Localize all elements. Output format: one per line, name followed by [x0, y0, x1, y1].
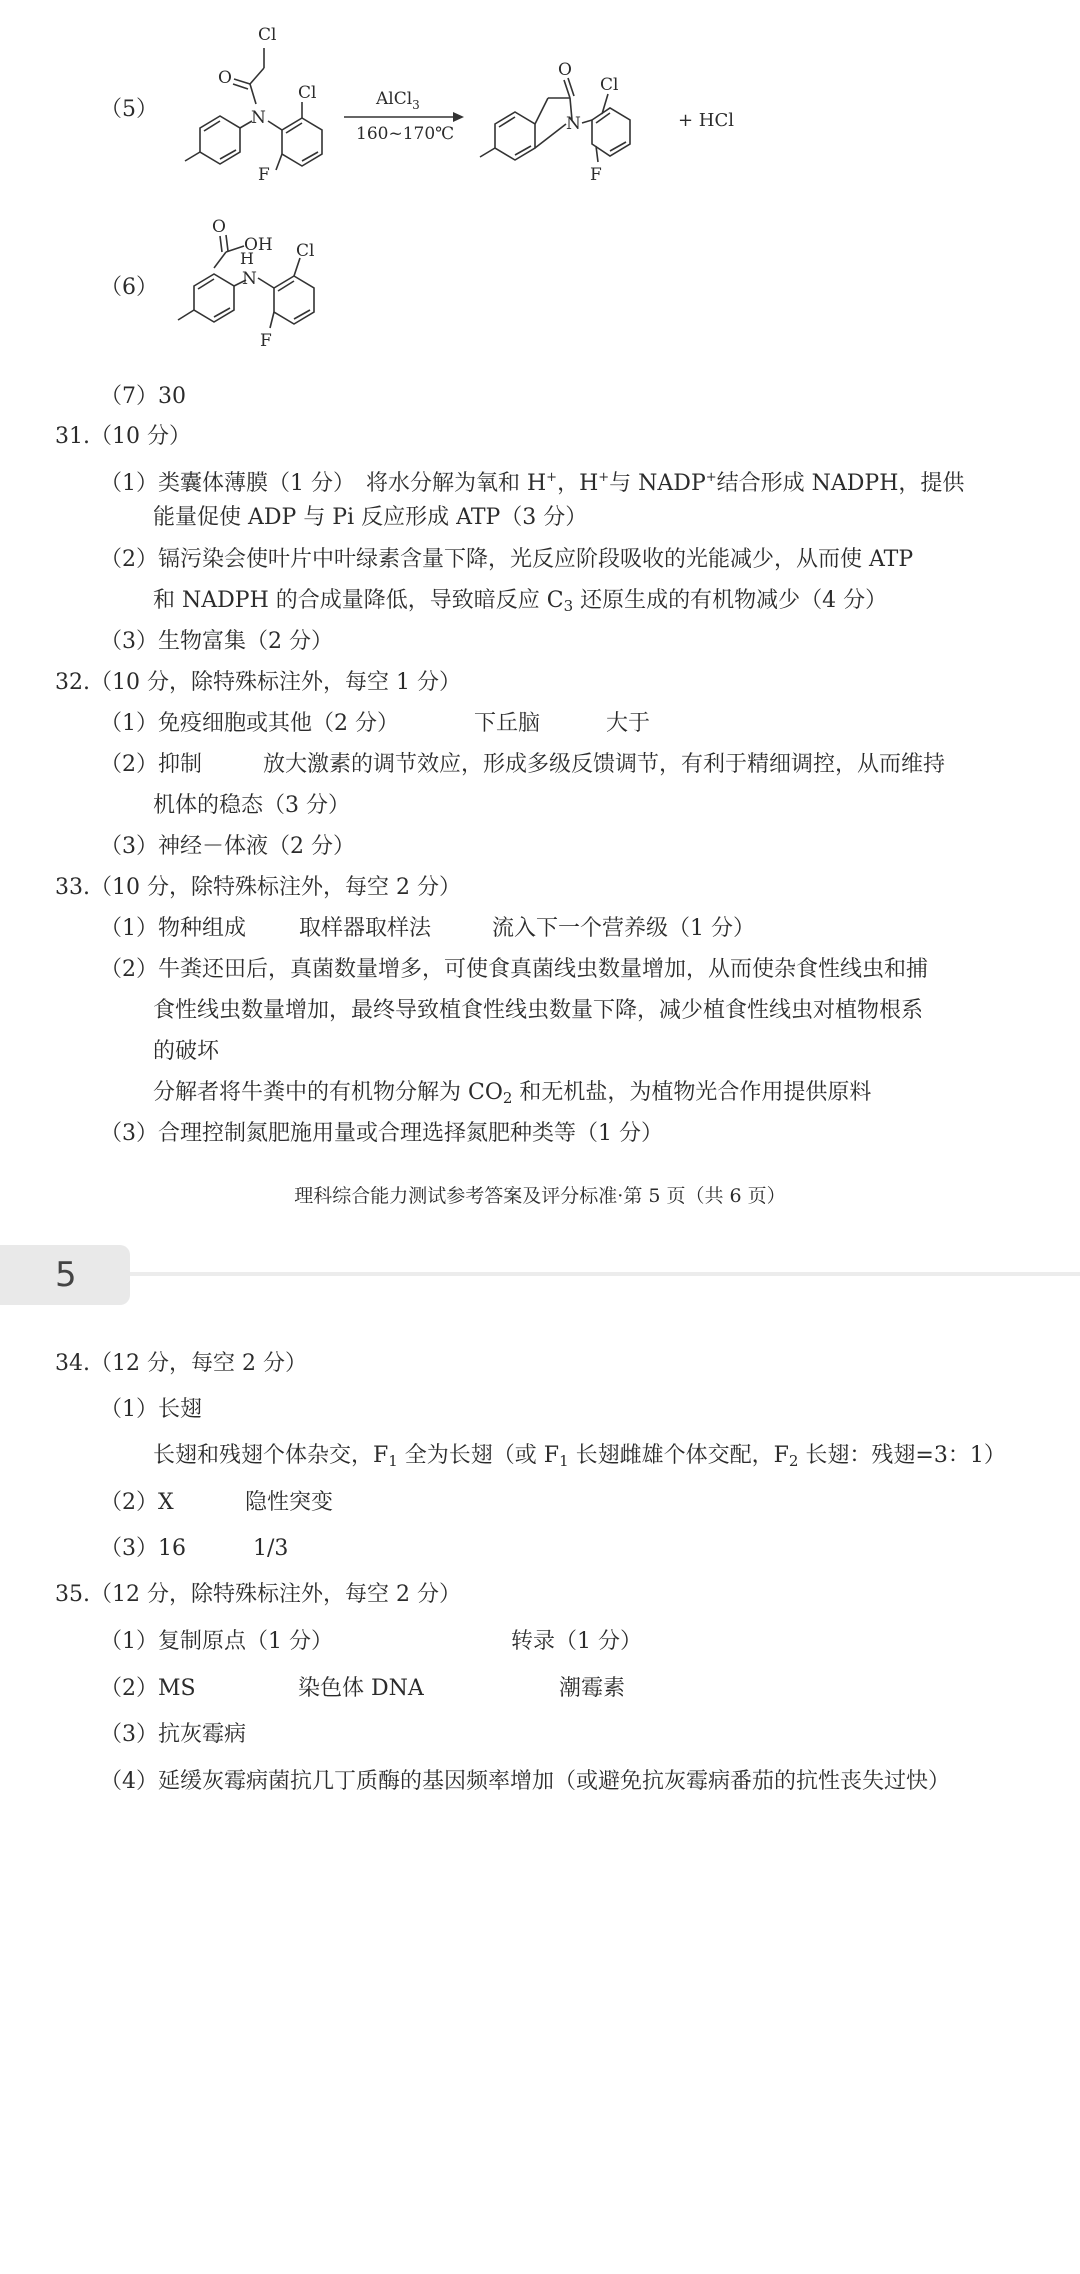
q35-answer-1a: （1）复制原点（1 分）: [100, 1629, 333, 1654]
q35-answer-2a: （2）MS: [100, 1676, 196, 1701]
q33-heading: 33.（10 分，除特殊标注外，每空 2 分）: [55, 875, 461, 900]
svg-text:N: N: [242, 269, 257, 289]
q34-answer-3b: 1/3: [253, 1536, 289, 1561]
svg-text:Cl: Cl: [258, 25, 277, 45]
q30-part5-number: （5）: [100, 97, 158, 122]
q34-answer-1: （1）长翅: [100, 1397, 202, 1422]
q32-answer-2-cont: 机体的稳态（3 分）: [153, 793, 350, 818]
q34-answer-2a: （2）X: [100, 1490, 174, 1515]
q35-heading: 35.（12 分，除特殊标注外，每空 2 分）: [55, 1582, 461, 1607]
q31-answer-3: （3）生物富集（2 分）: [100, 629, 333, 654]
q31-heading: 31.（10 分）: [55, 424, 191, 449]
svg-text:AlCl3: AlCl$_3$: [376, 89, 420, 112]
svg-text:N: N: [251, 108, 266, 128]
q34-heading: 34.（12 分，每空 2 分）: [55, 1351, 307, 1376]
page-divider: [130, 1272, 1080, 1276]
q35-answer-2c: 潮霉素: [559, 1676, 626, 1701]
svg-text:F: F: [260, 331, 272, 351]
q32-answer-1a: （1）免疫细胞或其他（2 分）: [100, 711, 399, 736]
q32-heading: 32.（10 分，除特殊标注外，每空 1 分）: [55, 670, 461, 695]
reaction-scheme: [140, 20, 780, 190]
q32-answer-1b: 下丘脑: [474, 711, 541, 736]
q31-answer-1-cont: 能量促使 ADP 与 Pi 反应形成 ATP（3 分）: [153, 505, 588, 530]
product-structure: [480, 60, 734, 185]
q35-answer-2b: 染色体 DNA: [298, 1676, 424, 1701]
q31-answer-2-cont: 和 NADPH 的合成量降低，导致暗反应 $C_3$ 还原生成的有机物减少（4 分）: [153, 588, 888, 615]
svg-text:+ HCl: + HCl: [678, 110, 735, 131]
q35-answer-3: （3）抗灰霉病: [100, 1722, 246, 1747]
svg-text:Cl: Cl: [600, 75, 619, 95]
svg-text:160~170℃: 160~170℃: [356, 124, 455, 144]
q34-answer-1-cont: 长翅和残翅个体杂交，$F_1$ 全为长翅（或 $F_1$ 长翅雌雄个体交配，$F_2$ 长翅：残翅=3：1）: [153, 1443, 1006, 1470]
q33-answer-2-cont2: 的破坏: [153, 1039, 220, 1064]
svg-text:O: O: [212, 217, 226, 237]
reactant-structure: [185, 25, 322, 185]
svg-text:OH: OH: [244, 235, 273, 255]
q32-answer-1c: 大于: [606, 711, 651, 736]
svg-text:F: F: [590, 165, 602, 185]
q30-part7: （7）30: [100, 384, 186, 409]
q32-answer-3: （3）神经－体液（2 分）: [100, 834, 355, 859]
q33-answer-1c: 流入下一个营养级（1 分）: [492, 916, 755, 941]
q30-part6-number: （6）: [100, 275, 158, 300]
q32-answer-2b: 放大激素的调节效应，形成多级反馈调节，有利于精细调控，从而维持: [263, 752, 946, 777]
q34-answer-2b: 隐性突变: [245, 1490, 334, 1515]
q35-answer-4: （4）延缓灰霉病菌抗几丁质酶的基因频率增加（或避免抗灰霉病番茄的抗性丧失过快）: [100, 1769, 950, 1794]
svg-text:F: F: [258, 165, 270, 185]
q33-answer-1a: （1）物种组成: [100, 916, 246, 941]
svg-text:H: H: [240, 249, 254, 268]
q33-answer-2: （2）牛粪还田后，真菌数量增多，可使食真菌线虫数量增加，从而使杂食性线虫和捕: [100, 957, 928, 982]
q34-answer-3a: （3）16: [100, 1536, 186, 1561]
q32-answer-2a: （2）抑制: [100, 752, 202, 777]
svg-text:O: O: [558, 60, 572, 80]
q33-answer-2-cont1: 食性线虫数量增加，最终导致植食性线虫数量下降，减少植食性线虫对植物根系: [153, 998, 924, 1023]
svg-text:Cl: Cl: [298, 83, 317, 103]
page-number-tab: 5: [0, 1245, 130, 1305]
svg-text:Cl: Cl: [296, 241, 315, 261]
svg-text:N: N: [566, 114, 581, 134]
q33-answer-2-cont3: 分解者将牛粪中的有机物分解为 $CO_2$ 和无机盐，为植物光合作用提供原料: [153, 1080, 872, 1107]
q35-answer-1b: 转录（1 分）: [511, 1629, 642, 1654]
q33-answer-1b: 取样器取样法: [299, 916, 432, 941]
product-structure-part6: [140, 210, 380, 360]
q33-answer-3: （3）合理控制氮肥施用量或合理选择氮肥种类等（1 分）: [100, 1121, 663, 1146]
svg-text:O: O: [218, 68, 232, 88]
q31-answer-1: （1）类囊体薄膜（1 分） 将水分解为氧和 H+，H+与 NADP+结合形成 NADPH，提供: [100, 470, 965, 496]
q31-answer-2: （2）镉污染会使叶片中叶绿素含量下降，光反应阶段吸收的光能减少，从而使 ATP: [100, 547, 914, 572]
page-footer: 理科综合能力测试参考答案及评分标准·第 5 页（共 6 页）: [294, 1185, 786, 1207]
reaction-arrow: [344, 89, 464, 144]
